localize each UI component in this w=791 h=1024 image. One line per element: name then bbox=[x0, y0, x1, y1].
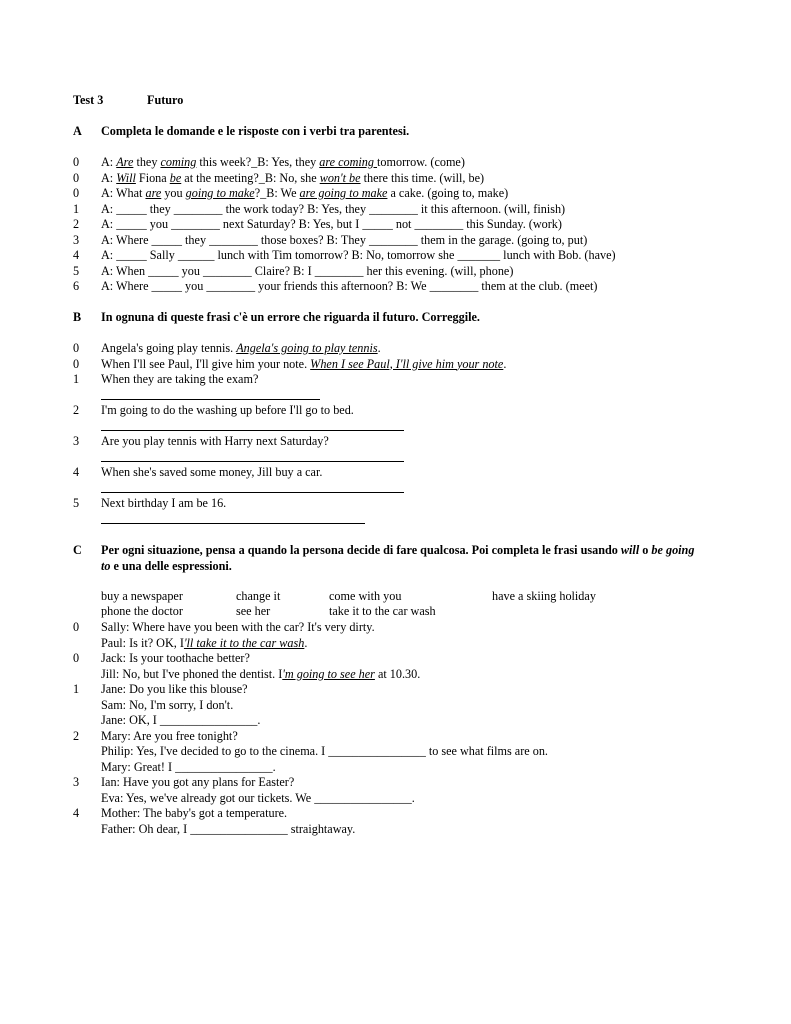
test-topic: Futuro bbox=[147, 93, 184, 107]
answer-line[interactable] bbox=[101, 399, 320, 400]
answer-line[interactable] bbox=[101, 461, 404, 462]
option-expression: see her bbox=[236, 604, 271, 618]
option-expression: phone the doctor bbox=[101, 604, 183, 618]
option-expression: come with you bbox=[329, 589, 402, 603]
answer-line[interactable] bbox=[101, 430, 404, 431]
section-c-letter: C bbox=[73, 543, 82, 557]
option-expression: take it to the car wash bbox=[329, 604, 436, 618]
option-expression: buy a newspaper bbox=[101, 589, 183, 603]
answer-line[interactable] bbox=[101, 523, 365, 524]
section-b-letter: B bbox=[73, 310, 82, 324]
test-number: Test 3 bbox=[73, 93, 104, 107]
section-c-instruction: Per ogni situazione, pensa a quando la persona decide di fare qualcosa. Poi completa le frasi usando will o be going to e una delle espressioni. bbox=[101, 543, 695, 573]
section-a-letter: A bbox=[73, 124, 82, 138]
section-a-instruction: Completa le domande e le risposte con i verbi tra parentesi. bbox=[101, 124, 410, 138]
option-expression: change it bbox=[236, 589, 281, 603]
section-b-instruction: In ognuna di queste frasi c'è un errore che riguarda il futuro. Correggile. bbox=[101, 310, 480, 324]
option-expression: have a skiing holiday bbox=[492, 589, 596, 603]
answer-line[interactable] bbox=[101, 492, 404, 493]
worksheet-page: Test 3 Futuro A Completa le domande e le risposte con i verbi tra parentesi. 0 A: Are they coming this week?_B: Yes, they are coming tomorrow. (come) 0 A: Will Fiona be at the meeting?_B: No, she won't be there this time. (will, be) 0 A: What are you going to make?_B: We are going to make a cake. (going to, make) 1 A: _____ they ________ the work today? B: Yes, they ________ it this afternoon. (will, finish) 2 A: _____ you ________ next Saturday? B: Yes, but I _____ not ________ this Sunday. (work) 3 A: Where _____ they ________ those boxes? B: They ________ them in the garage. (going to, put) 4 A: _____ Sally ______ lunch with Tim tomorrow? B: No, tomorrow she _______ lunch with Bob. (have) 5 A: When _____ you ________ Claire? B: I ________ her this evening. (will, phone) 6 A: Where _____ you ________ your friends this afternoon? B: We ________ them at the club. (meet) B In ognuna di queste frasi c'è un errore che riguarda il futuro. Correggile. 0 Angela's going play tennis. Angela's going to play tennis. 0 When I'll see Paul, I'll give him your note. When I see Paul, I'll give him your note. 1 When they are taking the exam? 2 I'm going to do the washing up before I'll go to bed. 3 Are you play tennis with Harry next Saturday? 4 When she's saved some money, Jill buy a car. 5 Next birthday I am be 16. C Per ogni situazione, pensa a quando la persona decide di fare qualcosa. Poi completa le frasi usando will o be going to e una delle espressioni. buy a newspaper change it come with you have a skiing holiday phone the doctor see her take it to the car wash 0 Sally: Where have you been with the car? It's very dirty. Paul: Is it? OK, I'll take it to the car wash. 0 Jack: Is your toothache better? Jill: No, but I've phoned the dentist. I'm going to see her at 10.30. 1 Jane: Do you like this blouse? Sam: No, I'm sorry, I don't. Jane: OK, I ________________. 2 Mary: Are you free tonight? Philip: Yes, I've decided to go to the cinema. I ________________ to see what films are on. Mary: Great! I ________________. 3 Ian: Have you got any plans for Easter? Eva: Yes, we've already got our tickets. We ________________. 4 Mother: The baby's got a temperature. Father: Oh dear, I ________________ straightaway. bbox=[0, 0, 791, 1024]
